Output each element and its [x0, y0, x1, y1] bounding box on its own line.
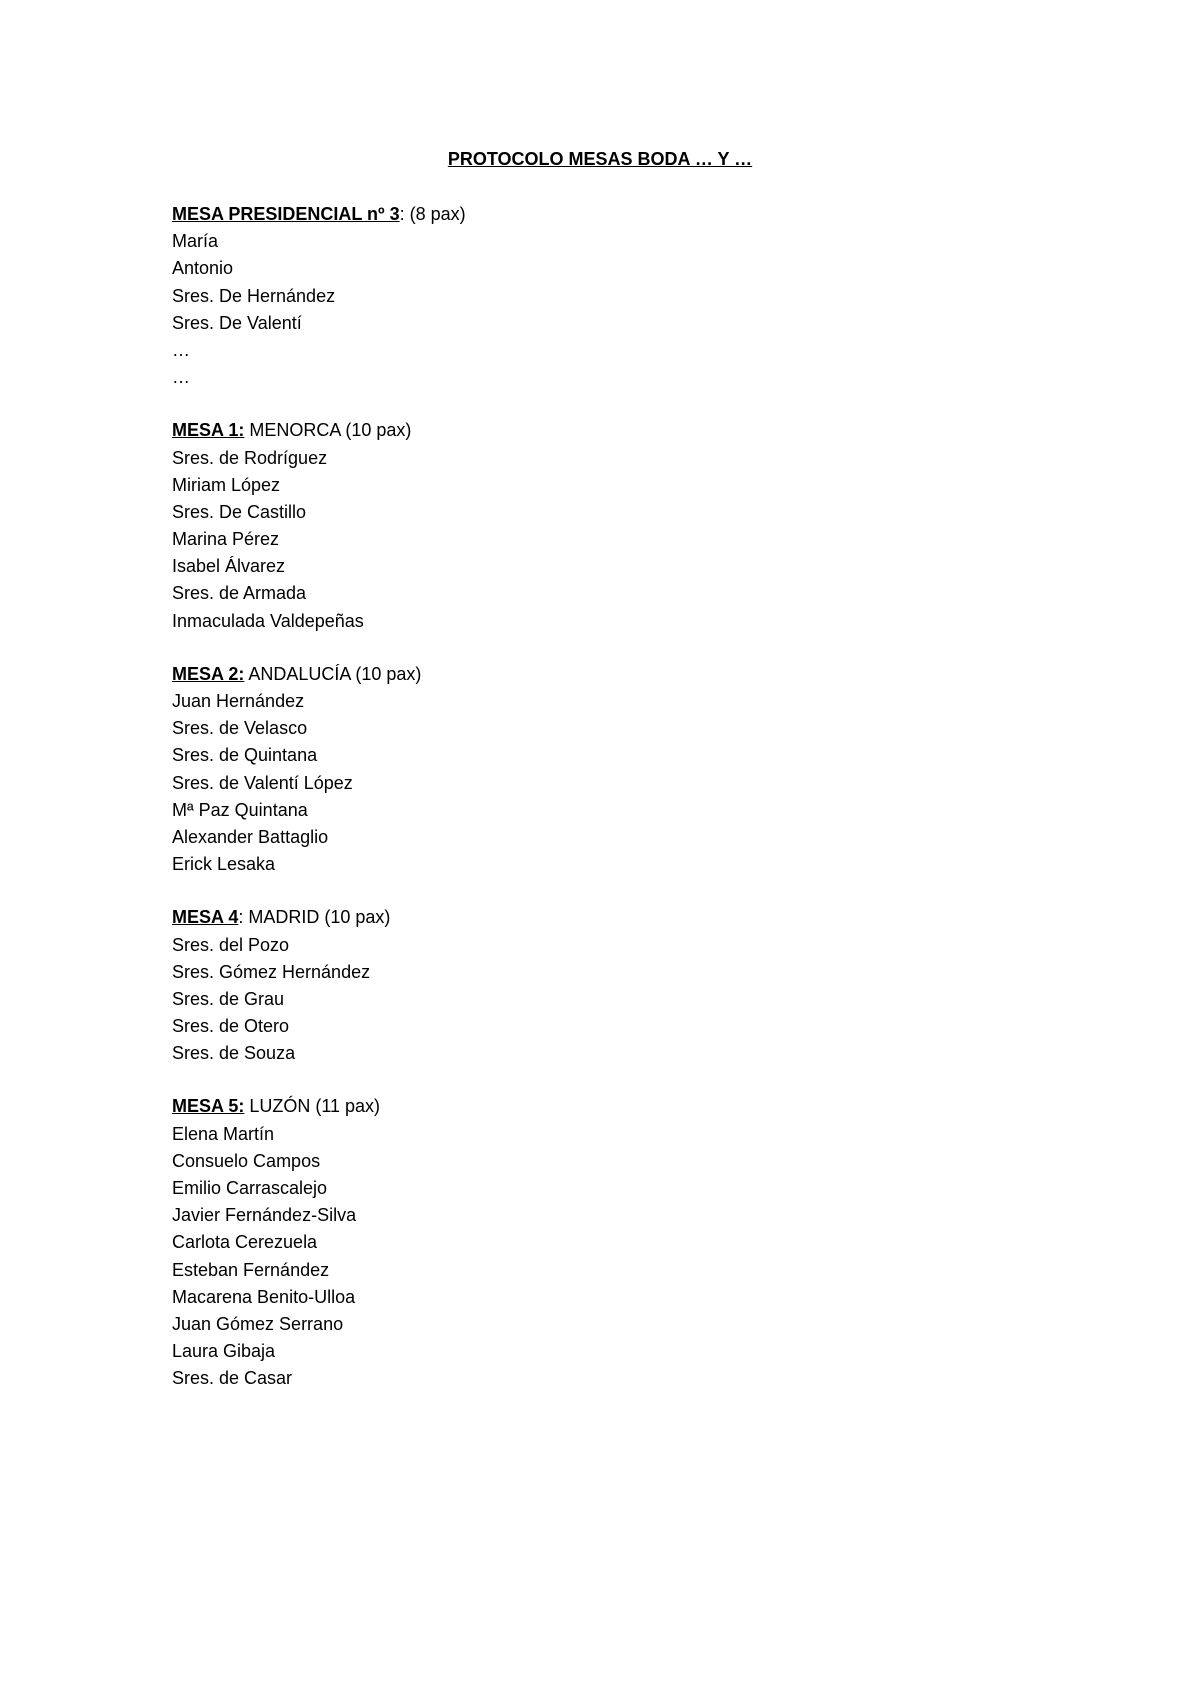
guest-line: Inmaculada Valdepeñas — [172, 610, 364, 631]
guest-line: Sres. del Pozo — [172, 934, 290, 955]
document-body — [172, 201, 1072, 1419]
guest-line: … — [172, 339, 190, 360]
guest-line: Antonio — [172, 258, 234, 279]
table-name-and-capacity: ANDALUCÍA (10 pax) — [244, 663, 422, 684]
document-title: PROTOCOLO MESAS BODA … Y … — [447, 149, 753, 169]
table-label-separator: : — [399, 204, 405, 224]
table-label: MESA 4 — [172, 907, 239, 928]
guest-line: Consuelo Campos — [172, 1150, 321, 1171]
table-section — [172, 904, 1072, 1067]
guest-line: Juan Hernández — [172, 691, 305, 711]
guest-line: Sres. De Hernández — [172, 285, 336, 306]
guest-line: Miriam López — [172, 474, 281, 495]
table-heading — [172, 201, 1072, 228]
guest-line: Sres. de Grau — [172, 988, 285, 1009]
table-label: MESA 2: — [172, 663, 245, 684]
guest-line: Sres. de Otero — [172, 1016, 290, 1037]
guest-line: María — [172, 231, 219, 252]
guest-line: Laura Gibaja — [172, 1341, 276, 1362]
guest-line: Sres. Gómez Hernández — [172, 961, 371, 982]
table-label: MESA 5: — [172, 1096, 245, 1117]
table-heading — [172, 1093, 1072, 1120]
table-label: MESA PRESIDENCIAL nº 3 — [172, 204, 400, 224]
guest-line: Esteban Fernández — [172, 1259, 330, 1280]
guest-line: Sres. de Casar — [172, 1368, 293, 1389]
guest-line: Sres. de Velasco — [172, 718, 308, 739]
table-label-separator: : — [238, 907, 244, 928]
table-name-and-capacity: MADRID (10 pax) — [243, 907, 391, 928]
guest-line: Sres. De Castillo — [172, 501, 307, 522]
table-label: MESA 1: — [172, 420, 245, 441]
guest-line: Elena Martín — [172, 1123, 275, 1144]
guest-line: Juan Gómez Serrano — [172, 1313, 344, 1334]
guest-line: Sres. de Rodríguez — [172, 447, 328, 468]
table-name-and-capacity: MENORCA (10 pax) — [244, 420, 412, 441]
table-section — [172, 417, 1072, 635]
table-name-and-capacity: (8 pax) — [404, 204, 466, 224]
table-heading — [172, 417, 1072, 444]
guest-line: … — [172, 367, 190, 388]
guest-line: Emilio Carrascalejo — [172, 1178, 328, 1198]
guest-line: Sres. de Souza — [172, 1043, 296, 1064]
guest-line: Sres. de Valentí López — [172, 772, 353, 793]
guest-line: Mª Paz Quintana — [172, 799, 308, 820]
guest-line: Erick Lesaka — [172, 854, 276, 875]
table-section — [172, 201, 1072, 391]
table-name-and-capacity: LUZÓN (11 pax) — [244, 1096, 381, 1117]
guest-line: Sres. De Valentí — [172, 312, 302, 333]
guest-line: Carlota Cerezuela — [172, 1232, 318, 1253]
table-heading — [172, 661, 1072, 688]
guest-line: Javier Fernández-Silva — [172, 1205, 357, 1226]
table-section — [172, 1093, 1072, 1392]
guest-line: Macarena Benito-Ulloa — [172, 1286, 356, 1307]
guest-line: Marina Pérez — [172, 529, 280, 550]
guest-line: Sres. de Quintana — [172, 745, 318, 766]
table-heading — [172, 904, 1072, 931]
guest-line: Alexander Battaglio — [172, 826, 329, 847]
guest-line: Sres. de Armada — [172, 583, 307, 604]
table-section — [172, 661, 1072, 879]
guest-line: Isabel Álvarez — [172, 556, 286, 577]
